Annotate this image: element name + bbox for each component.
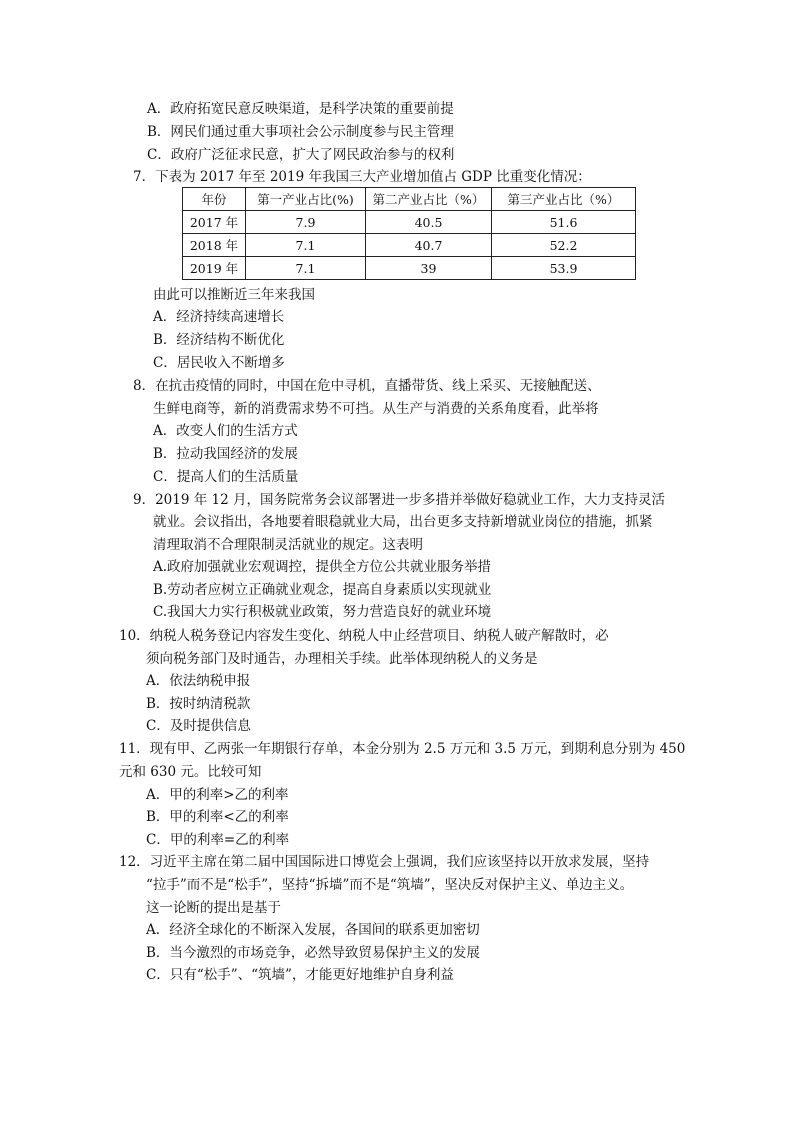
table-header-cell: 年份 xyxy=(183,188,246,211)
table-row xyxy=(183,211,636,234)
q12-stem-line1: 12．习近平主席在第二届中国国际进口博览会上强调，我们应该坚持以开放求发展，坚持 xyxy=(119,854,650,870)
table-cell: 40.7 xyxy=(366,234,492,257)
q9-option-c: C.我国大力实行积极就业政策，努力营造良好的就业环境 xyxy=(153,604,492,620)
q12-stem-line3: 这一论断的提出是基于 xyxy=(146,900,281,916)
q7-followup: 由此可以推断近三年来我国 xyxy=(153,287,315,303)
table-row xyxy=(183,257,636,280)
q8-stem-line2: 生鲜电商等，新的消费需求势不可挡。从生产与消费的关系角度看，此举将 xyxy=(153,401,599,417)
q9-stem-line1: 9．2019 年 12 月，国务院常务会议部署进一步多措并举做好稳就业工作，大力支持灵活 xyxy=(133,492,665,508)
q7-stem: 7．下表为 2017 年至 2019 年我国三大产业增加值占 GDP 比重变化情况： xyxy=(133,169,591,185)
table-cell: 39 xyxy=(366,257,492,280)
table-cell: 7.1 xyxy=(246,257,366,280)
q10-option-c: C．及时提供信息 xyxy=(146,718,251,734)
q8-option-b: B．拉动我国经济的发展 xyxy=(153,446,298,462)
q12-option-b: B．当今激烈的市场竞争，必然导致贸易保护主义的发展 xyxy=(146,945,480,961)
table-header-row xyxy=(183,188,636,211)
q11-option-b: B．甲的利率<乙的利率 xyxy=(146,809,289,825)
q11-option-a: A．甲的利率>乙的利率 xyxy=(146,787,289,803)
table-cell: 2019 年 xyxy=(183,257,246,280)
table-header-cell: 第二产业占比（%） xyxy=(366,188,492,211)
table-cell: 2017 年 xyxy=(183,211,246,234)
q10-stem-line1: 10．纳税人税务登记内容发生变化、纳税人中止经营项目、纳税人破产解散时，必 xyxy=(119,628,609,644)
q9-stem-line3: 清理取消不合理限制灵活就业的规定。这表明 xyxy=(153,537,423,553)
q6-option-a: A．政府拓宽民意反映渠道，是科学决策的重要前提 xyxy=(147,101,454,117)
table-cell: 7.9 xyxy=(246,211,366,234)
q9-stem-line2: 就业。会议指出，各地要着眼稳就业大局，出台更多支持新增就业岗位的措施，抓紧 xyxy=(153,514,653,530)
q10-option-b: B．按时纳清税款 xyxy=(146,696,251,712)
q11-option-c: C．甲的利率=乙的利率 xyxy=(146,832,290,848)
table-header-cell: 第三产业占比（%） xyxy=(492,188,636,211)
table-cell: 40.5 xyxy=(366,211,492,234)
q8-option-a: A．改变人们的生活方式 xyxy=(153,423,298,439)
q10-stem-line2: 须向税务部门及时通告，办理相关手续。此举体现纳税人的义务是 xyxy=(146,651,538,667)
q11-stem-line2: 元和 630 元。比较可知 xyxy=(119,764,262,780)
q12-option-c: C．只有“松手”、“筑墙”，才能更好地维护自身利益 xyxy=(146,967,454,983)
table-cell: 52.2 xyxy=(492,234,636,257)
q9-option-a: A.政府加强就业宏观调控，提供全方位公共就业服务举措 xyxy=(153,559,492,575)
table-cell: 51.6 xyxy=(492,211,636,234)
q6-option-b: B．网民们通过重大事项社会公示制度参与民主管理 xyxy=(147,124,454,140)
q11-stem-line1: 11．现有甲、乙两张一年期银行存单，本金分别为 2.5 万元和 3.5 万元，到期利息分别为 450 xyxy=(119,741,686,757)
q7-option-a: A．经济持续高速增长 xyxy=(153,309,285,325)
table-header-cell: 第一产业占比(%) xyxy=(246,188,366,211)
q7-option-c: C．居民收入不断增多 xyxy=(153,355,285,371)
q6-option-c: C．政府广泛征求民意，扩大了网民政治参与的权利 xyxy=(147,147,455,163)
gdp-share-table xyxy=(182,187,636,280)
q12-option-a: A．经济全球化的不断深入发展，各国间的联系更加密切 xyxy=(146,922,480,938)
table-cell: 53.9 xyxy=(492,257,636,280)
table-row xyxy=(183,234,636,257)
table-cell: 7.1 xyxy=(246,234,366,257)
q7-option-b: B．经济结构不断优化 xyxy=(153,332,285,348)
q8-stem-line1: 8．在抗击疫情的同时，中国在危中寻机，直播带货、线上采买、无接触配送、 xyxy=(133,378,601,394)
q8-option-c: C．提高人们的生活质量 xyxy=(153,469,299,485)
table-cell: 2018 年 xyxy=(183,234,246,257)
q12-stem-line2: “拉手”而不是“松手”，坚持“拆墙”而不是“筑墙”，坚决反对保护主义、单边主义。 xyxy=(146,877,634,893)
q9-option-b: B.劳动者应树立正确就业观念，提高自身素质以实现就业 xyxy=(153,582,492,598)
q10-option-a: A．依法纳税申报 xyxy=(146,673,251,689)
